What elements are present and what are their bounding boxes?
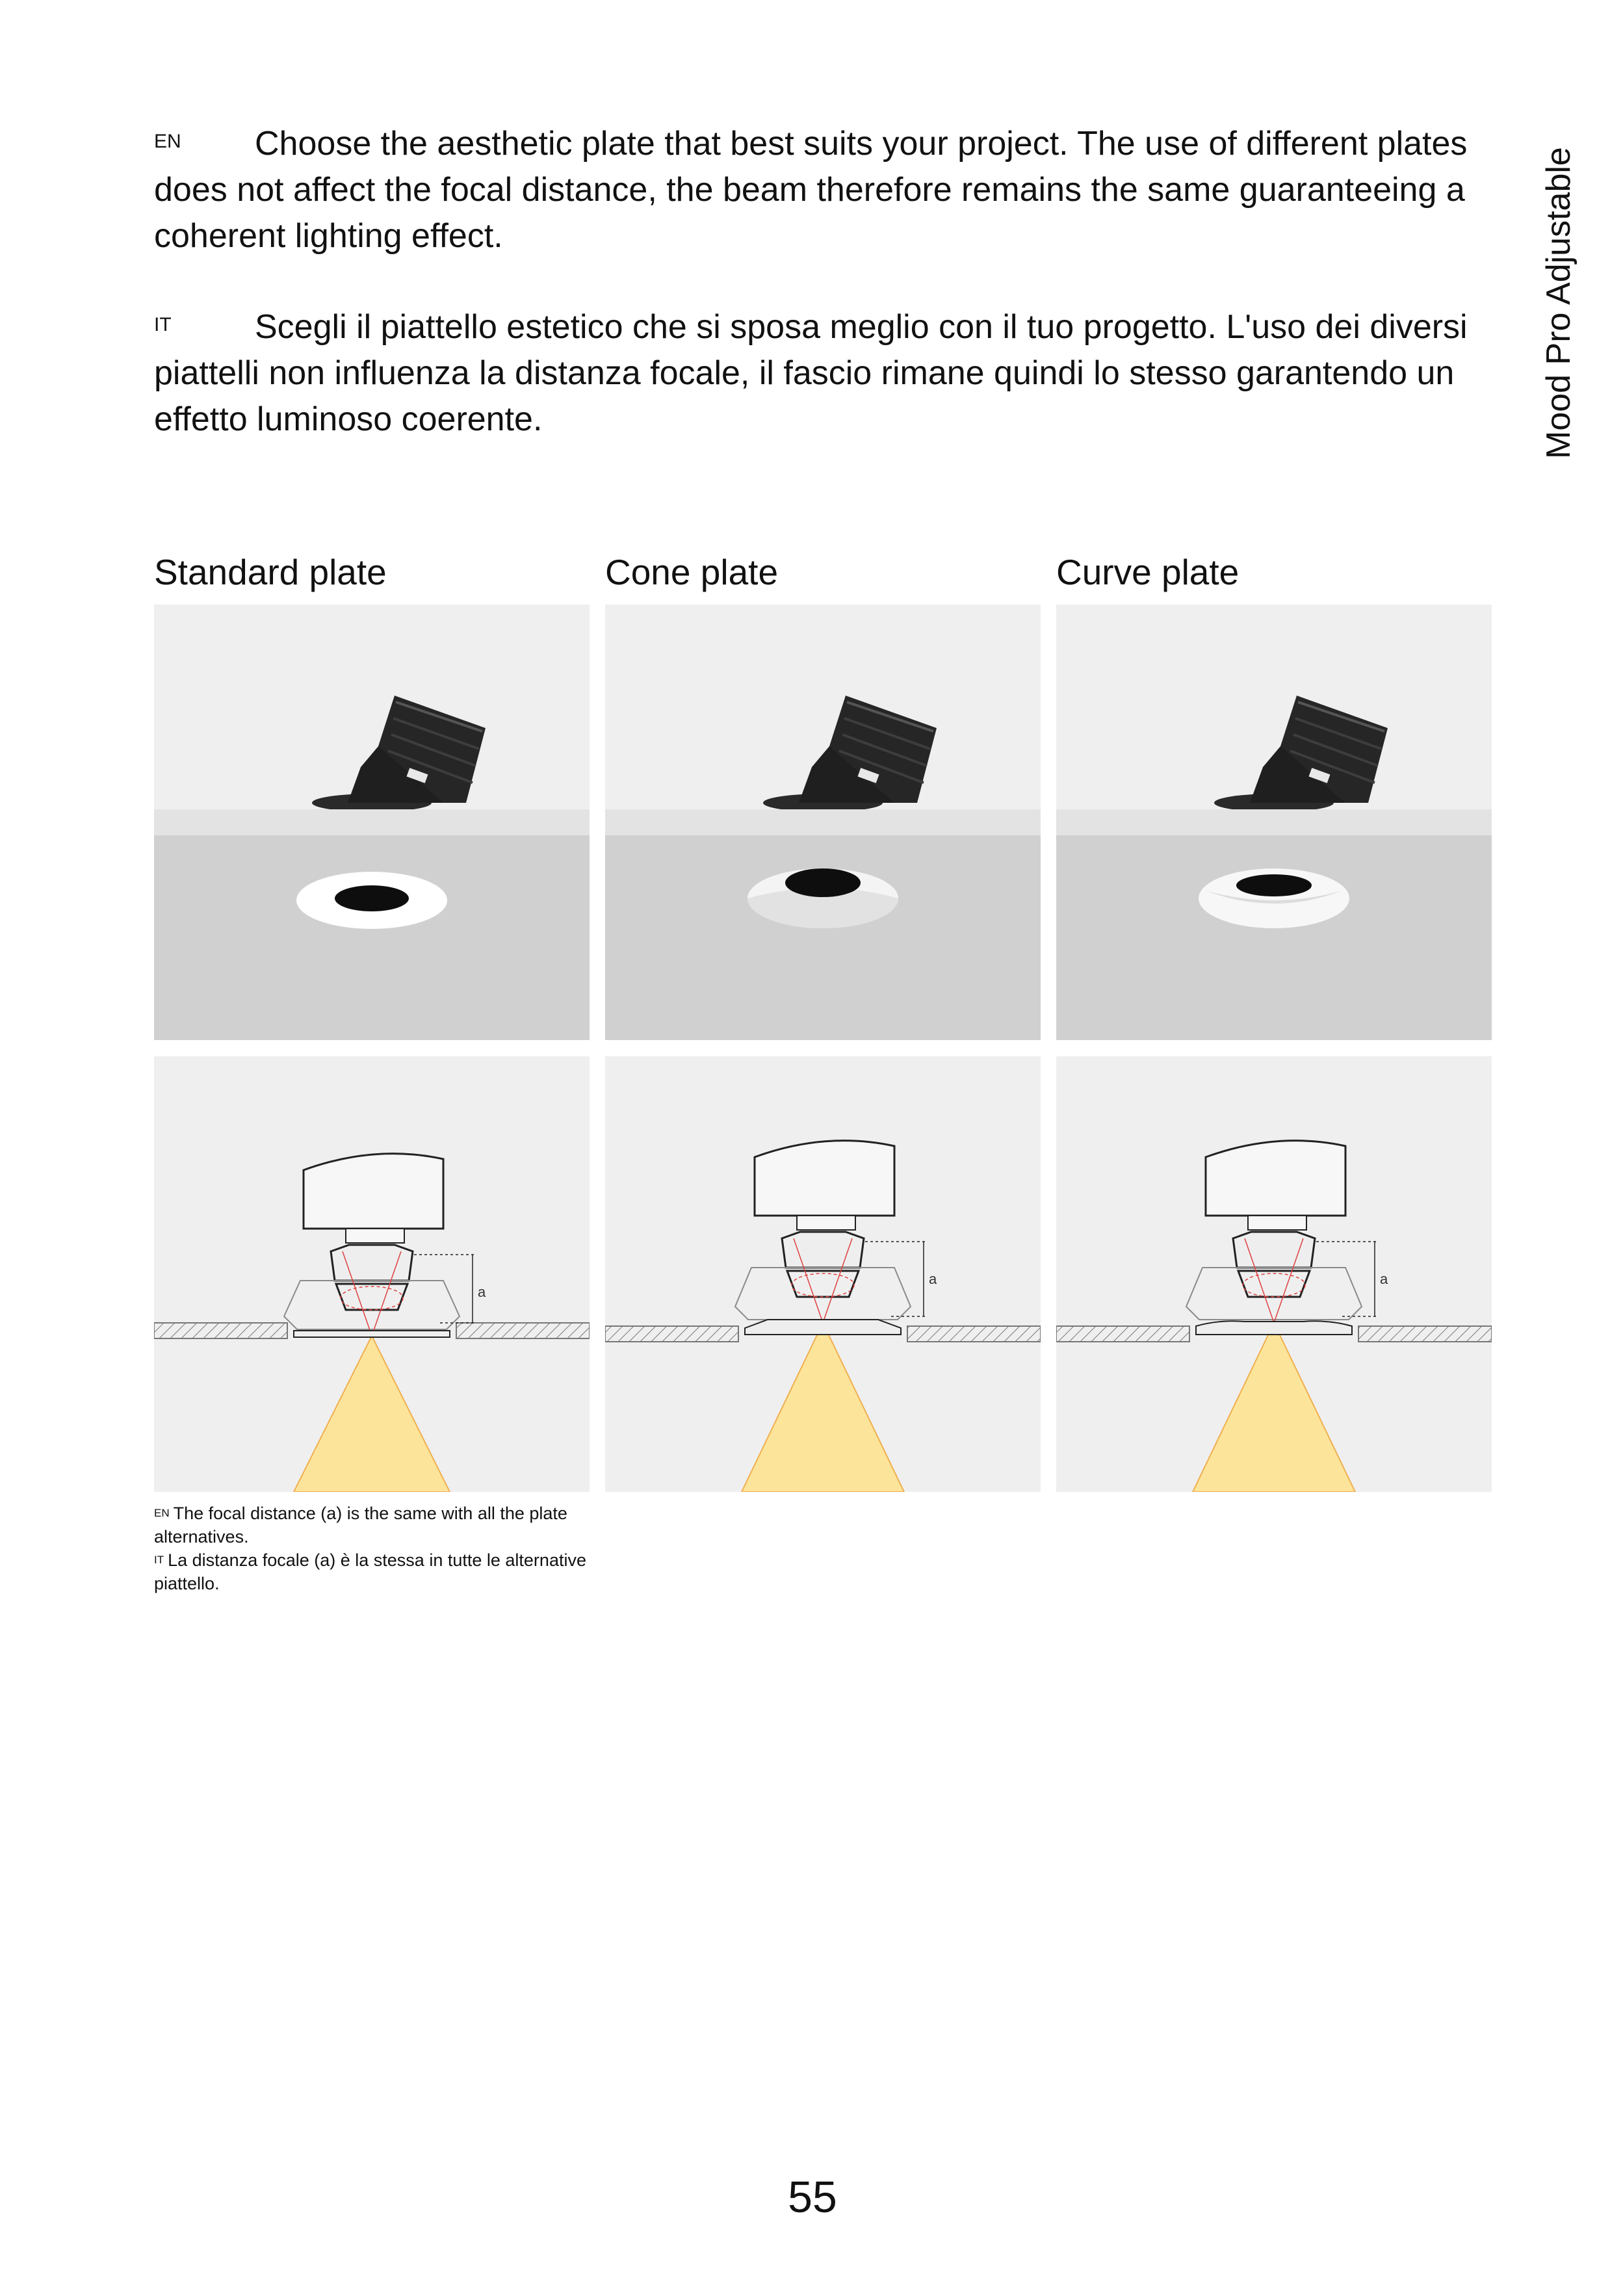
ceiling-right [456, 1323, 590, 1338]
side-title: Mood Pro Adjustable [1540, 147, 1578, 459]
caption-it [154, 1548, 596, 1595]
diagram-curve-plate [1056, 1056, 1492, 1492]
caption-it-text: La distanza focale (a) è la stessa in tutte le alternative piattello. [154, 1550, 586, 1593]
ceiling-left [154, 1323, 287, 1338]
dimension-label: a [929, 1271, 937, 1287]
plate-title-curve: Curve plate [1056, 552, 1240, 592]
ceiling-right [907, 1326, 1041, 1342]
plate-aperture [785, 868, 861, 897]
intro-en [154, 121, 1493, 259]
lang-tag-en: EN [154, 131, 181, 152]
driver-box [755, 1141, 894, 1216]
ceiling-right [1358, 1326, 1492, 1342]
plate [1196, 1321, 1352, 1335]
dimension-label: a [478, 1284, 486, 1300]
caption-en [154, 1502, 596, 1548]
plate-title-cone: Cone plate [605, 552, 779, 592]
dimension-label: a [1380, 1271, 1388, 1287]
ceiling-left [605, 1326, 738, 1342]
photo-cone-plate [605, 605, 1041, 1040]
lang-tag-it: IT [154, 314, 172, 335]
intro-it [154, 304, 1493, 443]
plate-title-standard: Standard plate [154, 552, 387, 592]
caption [154, 1502, 596, 1595]
plate [294, 1331, 450, 1337]
intro-it-text: Scegli il piattello estetico che si sposa meglio con il tuo progetto. L'uso dei diversi piattelli non influenza la distanza focale, il fascio rimane quindi lo stesso garantendo un effetto luminoso coerente. [154, 308, 1468, 438]
plate-aperture [1236, 874, 1312, 896]
driver-box [304, 1154, 443, 1229]
page-number: 55 [788, 2172, 837, 2222]
diagram-cone-plate [605, 1056, 1041, 1492]
light-beam [1193, 1323, 1355, 1492]
caption-en-tag: EN [154, 1507, 170, 1519]
caption-it-tag: IT [154, 1554, 164, 1566]
photo-curve-plate [1056, 605, 1492, 1040]
plate [745, 1320, 901, 1335]
intro-en-text: Choose the aesthetic plate that best suits your project. The use of different plates does not affect the focal distance, the beam therefore remains the same guaranteeing a coherent lighting effect. [154, 125, 1468, 255]
plate-aperture [335, 885, 409, 911]
light-beam [294, 1336, 450, 1492]
photo-standard-plate [154, 605, 590, 1040]
diagram-standard-plate [154, 1056, 590, 1492]
caption-en-text: The focal distance (a) is the same with all the plate alternatives. [154, 1504, 567, 1546]
ceiling-left [1056, 1326, 1189, 1342]
driver-box [1206, 1141, 1345, 1216]
light-beam [742, 1323, 904, 1492]
